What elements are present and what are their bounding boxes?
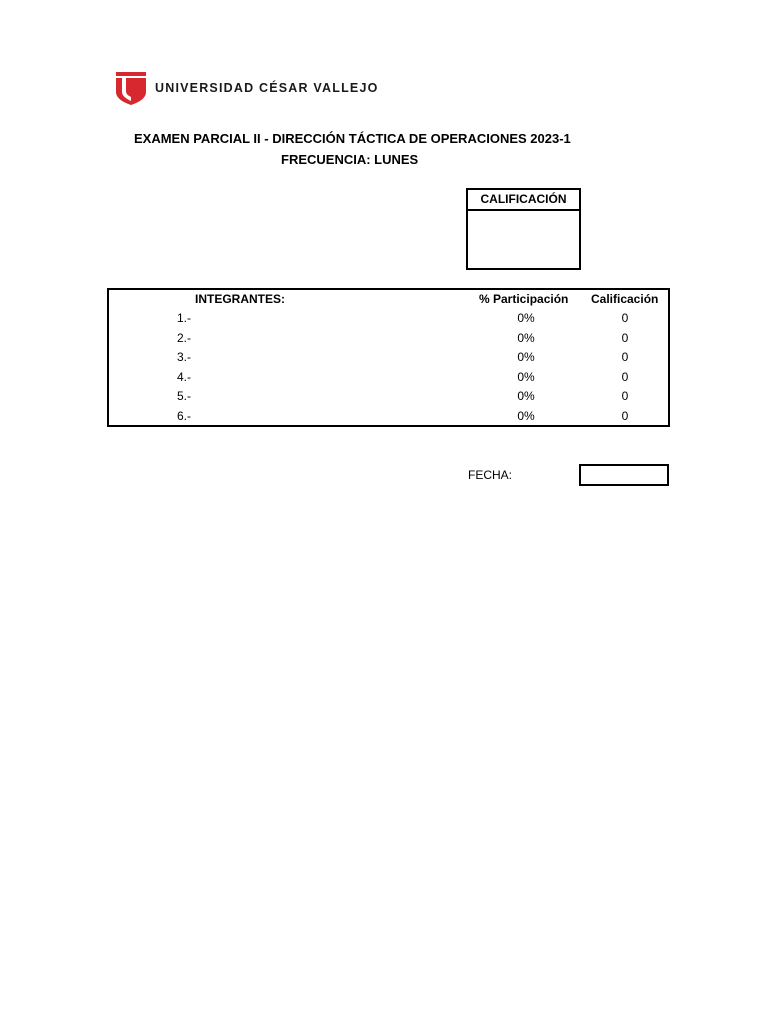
member-grade: 0: [621, 409, 629, 423]
member-number: 3.-: [177, 350, 192, 364]
ucv-shield-icon: [113, 70, 149, 106]
members-table: [107, 288, 670, 427]
university-name: UNIVERSIDAD CÉSAR VALLEJO: [155, 81, 379, 95]
member-participation[interactable]: 0%: [517, 331, 535, 345]
member-participation[interactable]: 0%: [517, 311, 535, 325]
member-grade: 0: [621, 311, 629, 325]
member-number: 6.-: [177, 409, 192, 423]
member-number: 5.-: [177, 389, 192, 403]
member-participation[interactable]: 0%: [517, 389, 535, 403]
grade-box: [466, 188, 581, 270]
member-number: 2.-: [177, 331, 192, 345]
member-number: 4.-: [177, 370, 192, 384]
grade-header: Calificación: [591, 292, 659, 306]
member-participation[interactable]: 0%: [517, 409, 535, 423]
members-header: INTEGRANTES:: [195, 292, 285, 306]
grade-box-label: CALIFICACIÓN: [468, 190, 579, 211]
member-grade: 0: [621, 331, 629, 345]
member-number: 1.-: [177, 311, 192, 325]
member-grade: 0: [621, 370, 629, 384]
exam-title: EXAMEN PARCIAL II - DIRECCIÓN TÁCTICA DE OPERACIONES 2023-1: [134, 131, 571, 146]
member-grade: 0: [621, 389, 629, 403]
date-label: FECHA:: [468, 468, 513, 482]
member-grade: 0: [621, 350, 629, 364]
date-input[interactable]: [579, 464, 669, 486]
exam-frequency: FRECUENCIA: LUNES: [281, 152, 419, 167]
grade-value-field[interactable]: [468, 211, 579, 268]
participation-header: % Participación: [479, 292, 569, 306]
member-participation[interactable]: 0%: [517, 350, 535, 364]
member-participation[interactable]: 0%: [517, 370, 535, 384]
